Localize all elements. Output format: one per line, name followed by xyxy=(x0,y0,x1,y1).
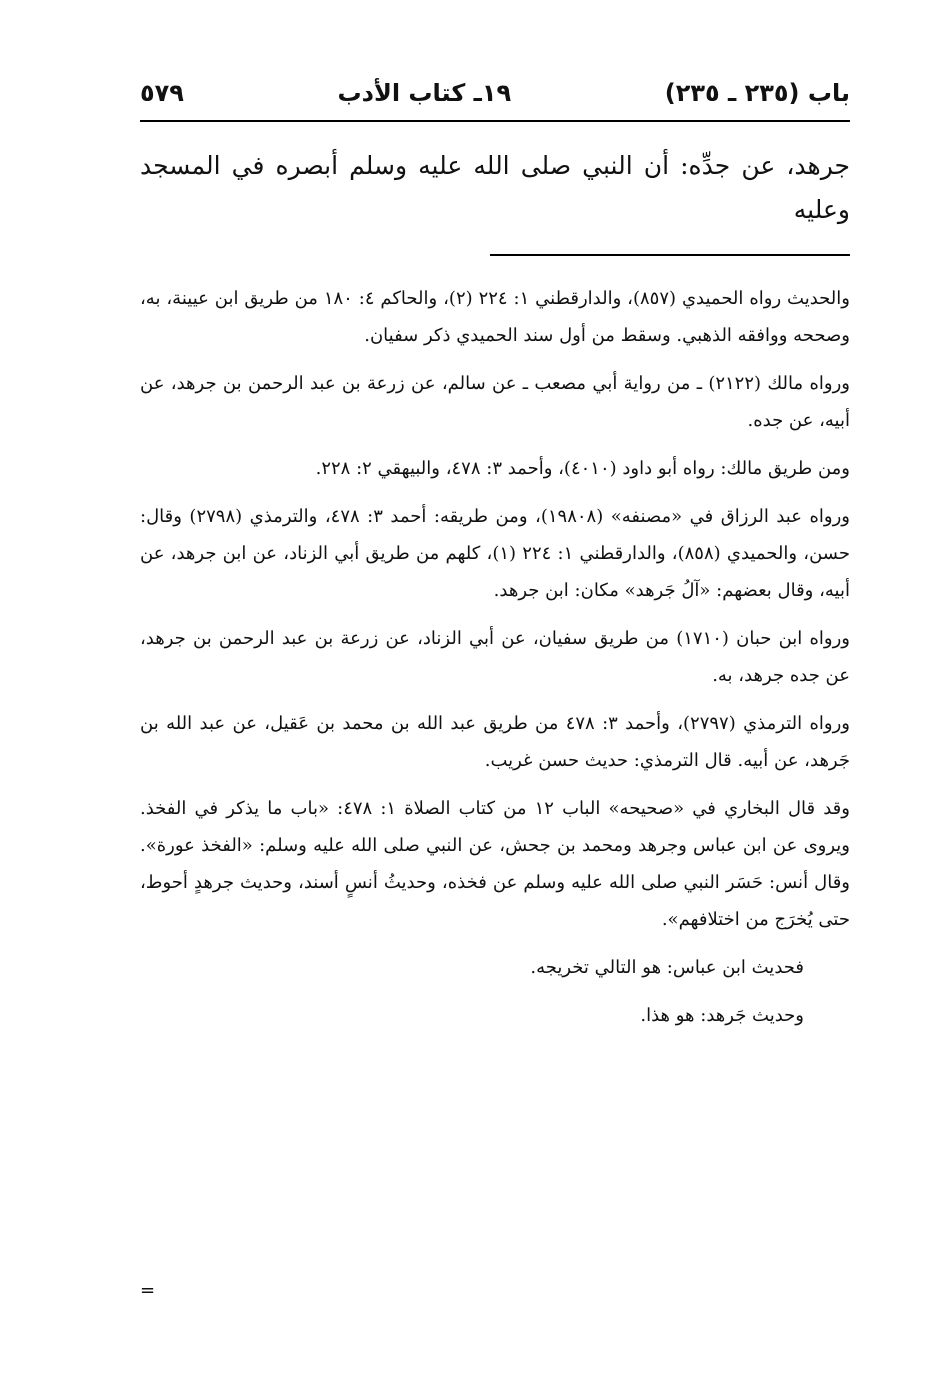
main-text: جرهد، عن جدِّه: أن النبي صلى الله عليه وسلم أبصره في المسجد وعليه xyxy=(140,151,850,224)
footnote-paragraph: والحديث رواه الحميدي (٨٥٧)، والدارقطني ١: ٢٢٤ (٢)، والحاكم ٤: ١٨٠ من طريق ابن عيينة، به، وصححه ووافقه الذهبي. وسقط من أول سند الحميدي ذكر سفيان. xyxy=(140,288,850,346)
footnote-paragraph: ورواه مالك (٢١٢٢) ـ من رواية أبي مصعب ـ عن سالم، عن زرعة بن عبد الرحمن بن جرهد، عن أبيه، عن جده. xyxy=(140,373,850,431)
running-header xyxy=(140,70,850,122)
footnote-paragraph: ورواه الترمذي (٢٧٩٧)، وأحمد ٣: ٤٧٨ من طريق عبد الله بن محمد بن عَقيل، عن عبد الله بن جَرهد، عن أبيه. قال الترمذي: حديث حسن غريب. xyxy=(140,713,850,771)
footnote-divider xyxy=(490,254,850,256)
book-title: ١٩ـ كتاب الأدب xyxy=(337,79,512,107)
footnote-paragraph: فحديث ابن عباس: هو التالي تخريجه. xyxy=(530,957,804,978)
footnotes xyxy=(140,280,850,1034)
continuation-mark: = xyxy=(140,1280,156,1301)
footnote-paragraph: ورواه عبد الرزاق في «مصنفه» (١٩٨٠٨)، ومن طريقه: أحمد ٣: ٤٧٨، والترمذي (٢٧٩٨) وقال: حسن، والحميدي (٨٥٨)، والدارقطني ١: ٢٢٤ (١)، كلهم من طريق أبي الزناد، عن ابن جرهد، عن أبيه، وقال بعضهم: «آلُ جَرهد» مكان: ابن جرهد. xyxy=(140,506,850,601)
footnote-paragraph: ورواه ابن حبان (١٧١٠) من طريق سفيان، عن أبي الزناد، عن زرعة بن عبد الرحمن بن جرهد، عن جده جرهد، به. xyxy=(140,628,850,686)
footnote-paragraph: ومن طريق مالك: رواه أبو داود (٤٠١٠)، وأحمد ٣: ٤٧٨، والبيهقي ٢: ٢٢٨. xyxy=(315,458,850,479)
page-number: ٥٧٩ xyxy=(140,79,184,107)
footnote-paragraph: وقد قال البخاري في «صحيحه» الباب ١٢ من كتاب الصلاة ١: ٤٧٨: «باب ما يذكر في الفخذ. ويروى عن ابن عباس وجرهد ومحمد بن جحش، عن النبي صلى الله عليه وسلم: «الفخذ عورة». وقال أنس: حَسَر النبي صلى الله عليه وسلم عن فخذه، وحديثُ أنسٍ أسند، وحديث جرهدٍ أحوط، حتى يُخرَج من اختلافهم». xyxy=(140,798,850,930)
footnote-paragraph: وحديث جَرهد: هو هذا. xyxy=(640,1005,804,1026)
page xyxy=(140,70,850,1045)
chapter-heading: باب (٢٣٥ ـ ٢٣٥) xyxy=(664,79,850,107)
